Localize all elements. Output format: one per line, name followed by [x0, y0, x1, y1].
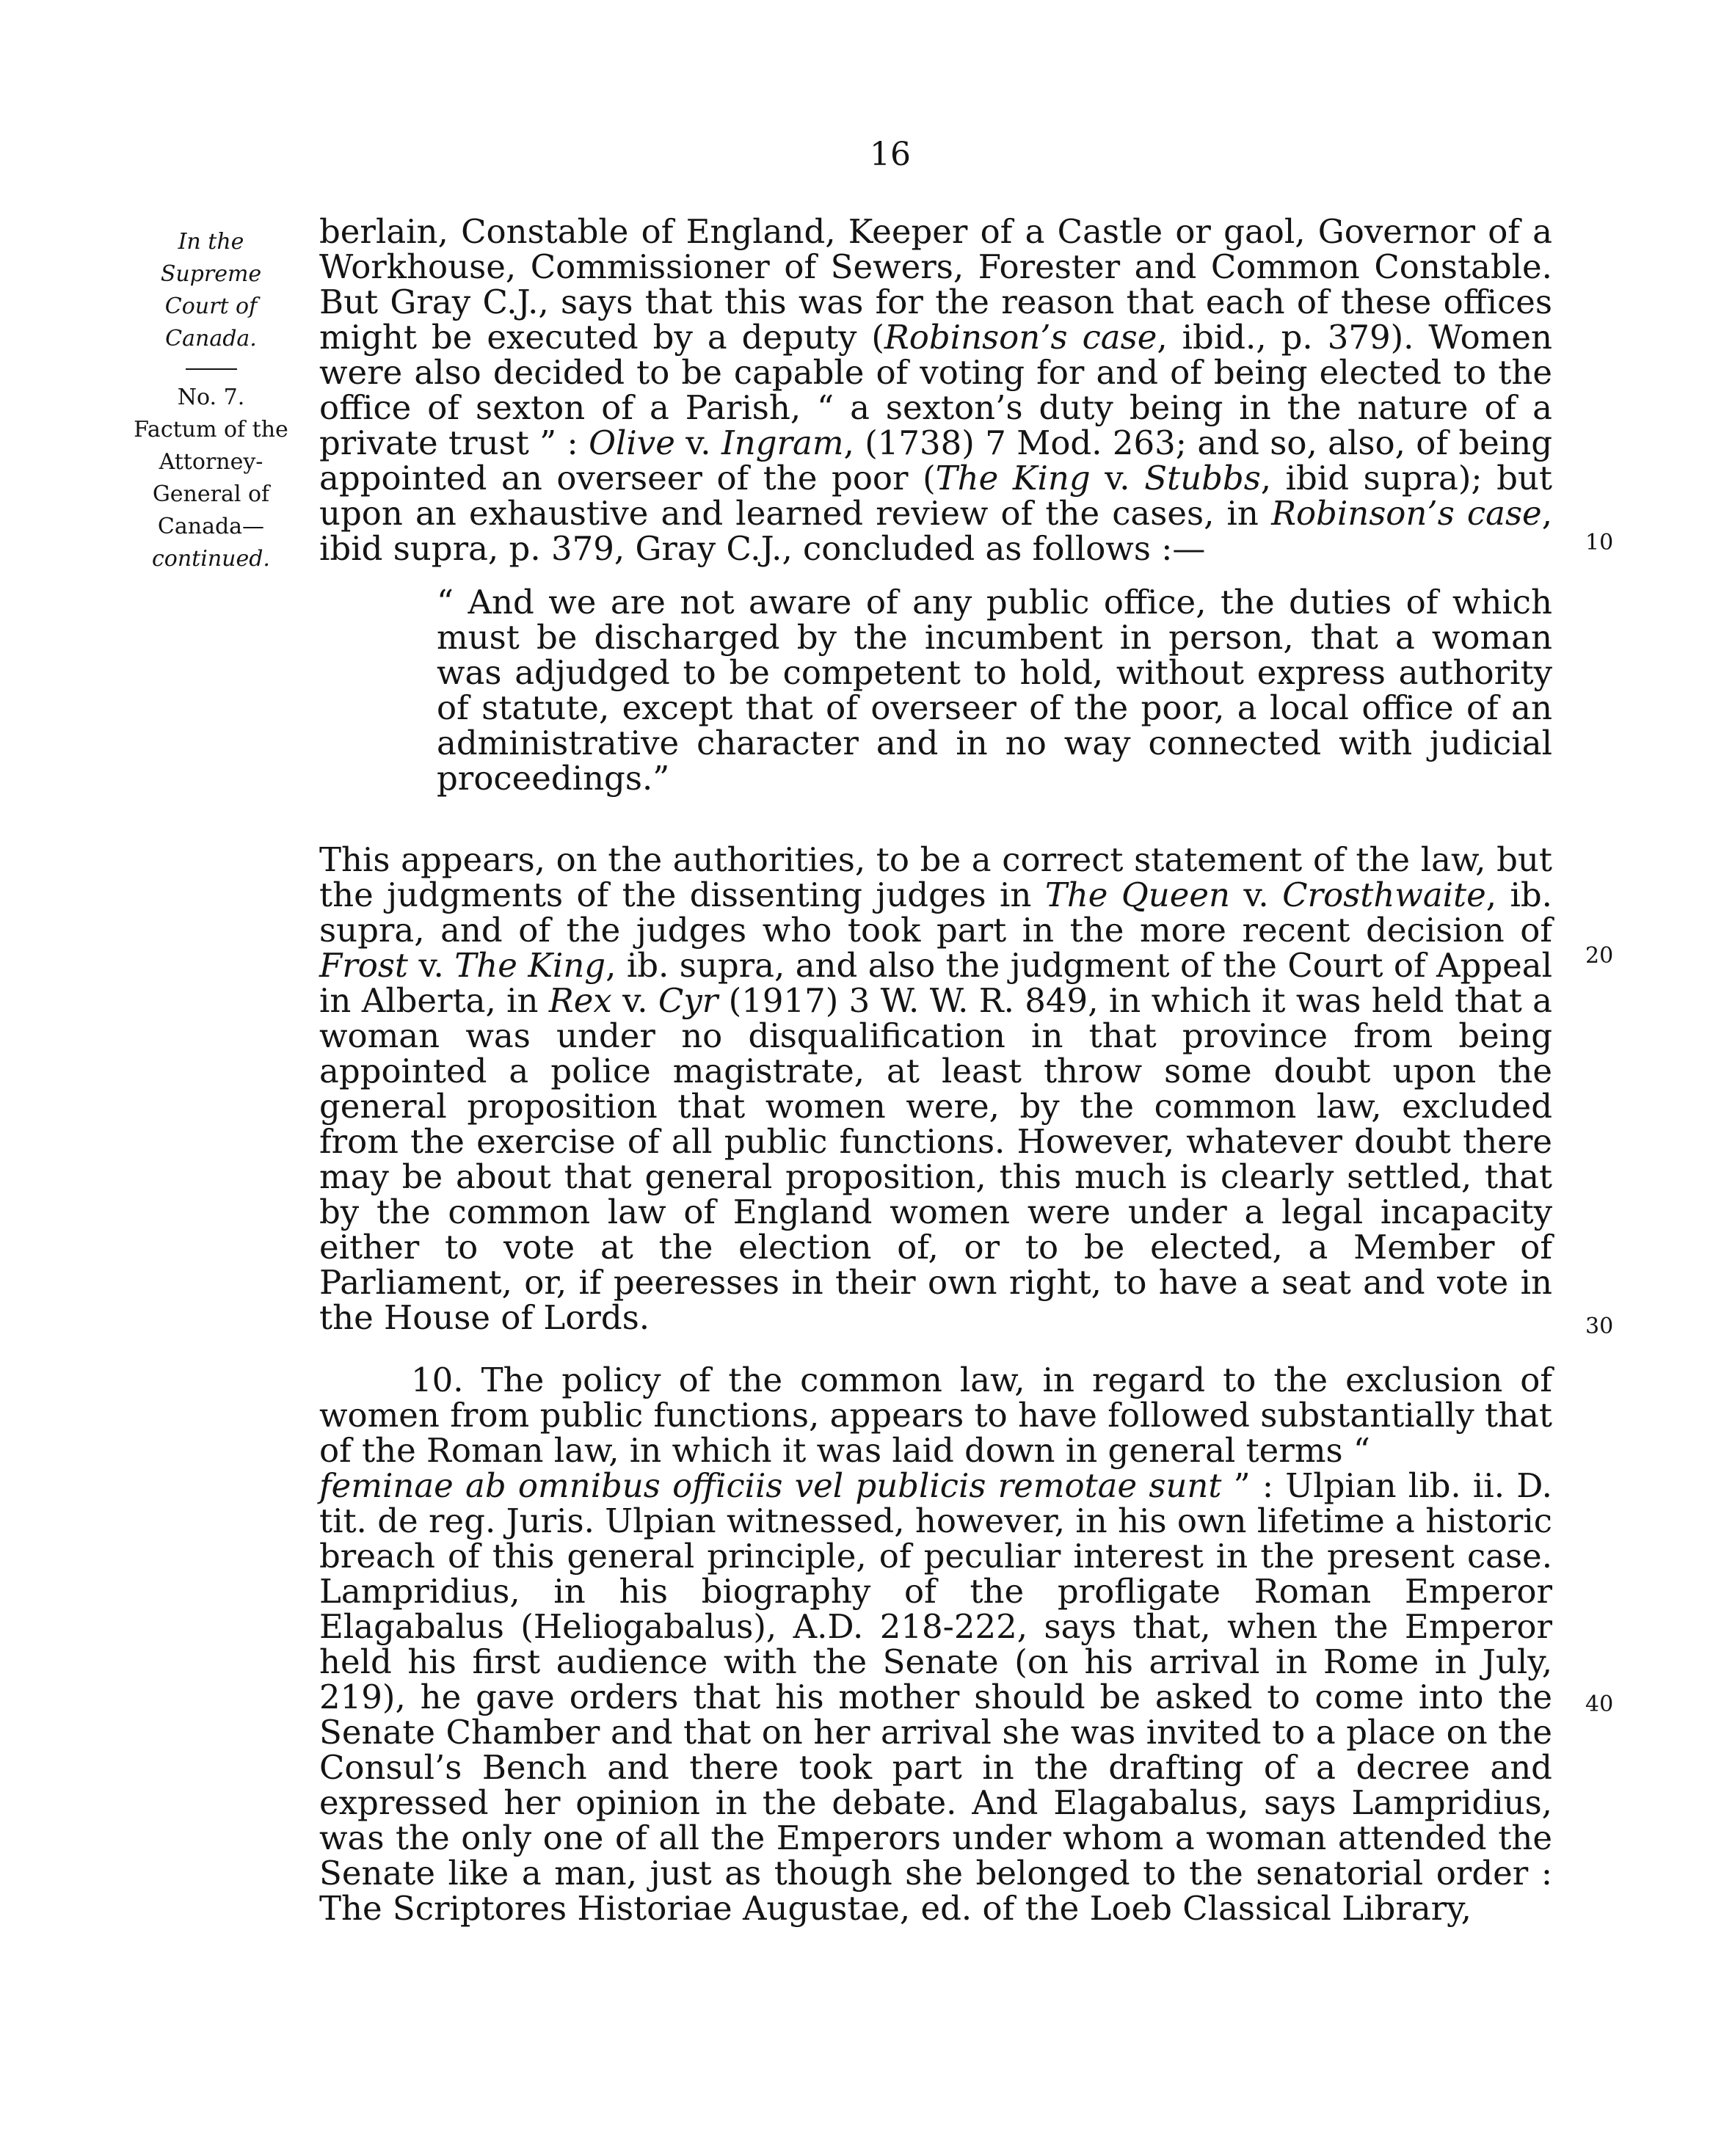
document-number: No. 7.	[177, 385, 245, 410]
continued-label: continued.	[152, 546, 270, 572]
p2-text-3: , ib. supra, and of the judges who took part in the more recent decision of	[319, 875, 1552, 950]
p1-text-1: berlain, Constable of England, Keeper of a Castle or gaol, Governor of a Workhouse, Commissioner of Sewers, Forester and Common Constable. But Gray C.J., says that this was for the reason that each of these offices might be executed by a deputy (	[319, 212, 1552, 357]
line-number-20: 20	[1585, 943, 1614, 969]
p3-text-2: ” : Ulpian lib. ii. D. tit. de reg. Juris. Ulpian witnessed, however, in his own lifetime a historic breach of this general principle, of peculiar interest in the present case. Lampridius, in his biography of the profligate Roman Emperor Elagabalus (Heliogabalus), A.D. 218-222, says that, when the Emperor held his first audience with the Senate (on his arrival in Rome in July, 219), he gave orders that his mother should be asked to come into the Senate Chamber and that on her arrival she was invited to a place on the Consul’s Bench and there took part in the drafting of a decree and expressed her opinion in the debate. And Elagabalus, says Lampridius, was the only one of all the Emperors under whom a woman attended the Senate like a man, just as though she belonged to the senatorial order : The Scriptores Historiae Augustae, ed. of the Loeb Classical Library,	[319, 1466, 1552, 1928]
p1-text-6: , ibid supra); but upon an exhaustive and learned review of the cases, in	[319, 459, 1553, 533]
p2-text-4: v.	[408, 946, 455, 985]
p2-text-7: (1917) 3 W. W. R. 849, in which it was held that a woman was under no disqualification in that province from being appointed a police magistrate, at least throw some doubt upon the general proposition that women were, by the common law, excluded from the exercise of all public functions. However, whatever doubt there may be about that general proposition, this much is clearly settled, that by the common law of England women were under a legal incapacity either to vote at the election of, or to be elected, a Member of Parliament, or, if peeresses in their own right, to have a seat and vote in the House of Lords.	[319, 981, 1553, 1337]
paragraph-2	[319, 842, 1552, 1336]
p2-text-2: v.	[1229, 875, 1283, 914]
p3-text-1: 10. The policy of the common law, in regard to the exclusion of women from public functions, appears to have followed substantially that of the Roman law, in which it was laid down in general terms “	[319, 1361, 1552, 1470]
p1-text-3: v.	[674, 423, 721, 462]
p1-text-4: , (1738) 7 Mod. 263; and so, also, of being appointed an overseer of the poor (	[319, 423, 1552, 498]
p2-text-6: v.	[611, 981, 658, 1020]
court-name: In the Supreme Court of Canada.	[160, 229, 262, 352]
p1-case-stubbs: Stubbs	[1144, 459, 1261, 498]
page-number: 16	[870, 136, 911, 173]
p2-case-queen: The Queen	[1044, 875, 1230, 914]
p1-text-2: , ibid., p. 379). Women were also decided to be capable of voting for and of being elected to the office of sexton of a Parish, “ a sexton’s duty being in the nature of a private trust ” :	[319, 318, 1552, 462]
p2-text-5: , ib. supra, and also the judgment of the Court of Appeal in Alberta, in	[319, 946, 1553, 1020]
p1-case-robinson: Robinson’s case	[884, 318, 1157, 357]
block-quote: “ And we are not aware of any public office, the duties of which must be discharged by the incumbent in person, that a woman was adjudged to be competent to hold, without express authority of statute, except that of overseer of the poor, a local office of an administrative character and in no way connected with judicial proceedings.”	[437, 583, 1552, 798]
p2-text-1: This appears, on the authorities, to be a correct statement of the law, but the judgments of the dissenting judges in	[319, 840, 1552, 914]
p1-case-robinson-2: Robinson’s case	[1271, 494, 1542, 533]
document-title: Factum of the Attorney-General of Canada—	[134, 417, 288, 539]
line-number-10: 10	[1585, 530, 1614, 556]
p3-latin-quote: feminae ab omnibus officiis vel publicis remotae sunt	[319, 1466, 1222, 1505]
p2-case-rex: Rex	[548, 981, 612, 1020]
p1-case-olive: Olive	[589, 423, 675, 462]
margin-note-document	[132, 382, 290, 575]
margin-rule	[186, 368, 237, 370]
paragraph-3	[319, 1363, 1552, 1926]
p2-case-cyr: Cyr	[658, 981, 719, 1020]
p1-text-5: v.	[1090, 459, 1145, 498]
margin-note-court	[132, 226, 290, 380]
p1-case-ingram: Ingram	[721, 423, 844, 462]
line-number-40: 40	[1585, 1691, 1614, 1717]
paragraph-1	[319, 214, 1552, 567]
p2-case-king: The King	[454, 946, 606, 985]
p1-text-7: , ibid supra, p. 379, Gray C.J., concluded as follows :—	[319, 494, 1552, 568]
p1-case-king: The King	[935, 459, 1091, 498]
p2-case-frost: Frost	[319, 946, 409, 985]
p2-case-crosthwaite: Crosthwaite	[1282, 875, 1486, 914]
line-number-30: 30	[1585, 1314, 1614, 1339]
